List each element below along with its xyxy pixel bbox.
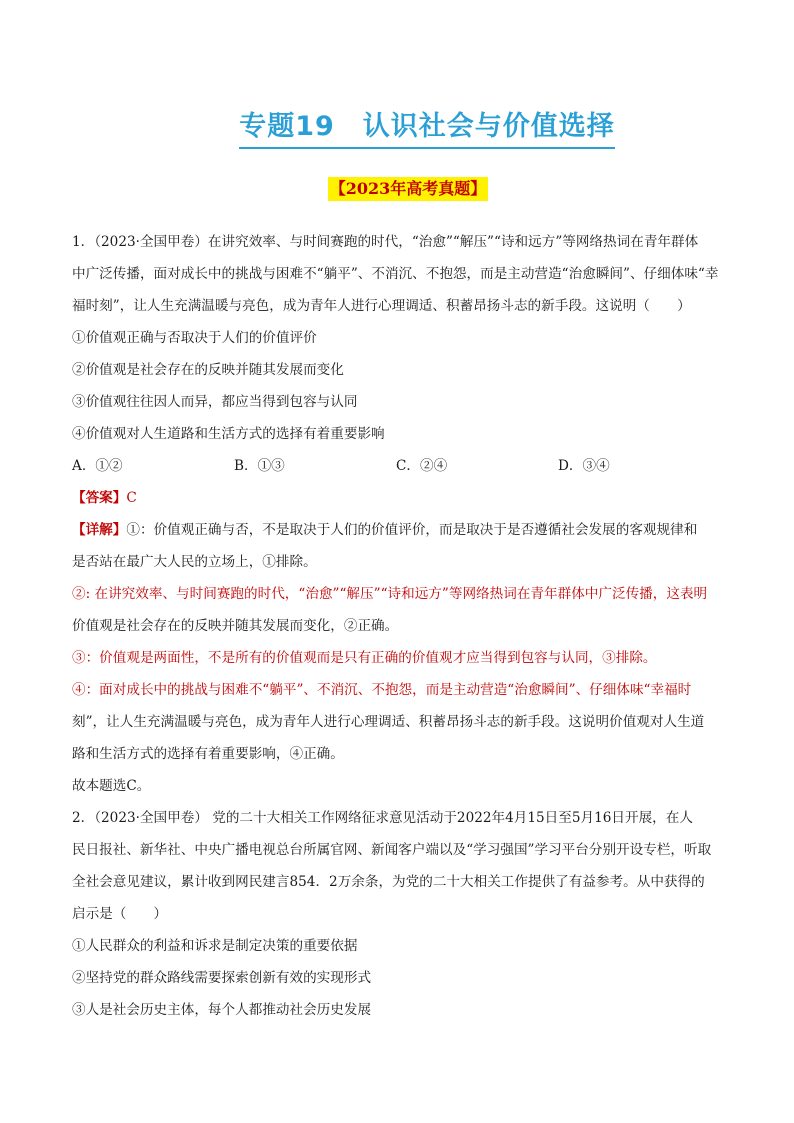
q2-stem-line: 民日报社、新华社、中央广播电视总台所属官网、新闻客户端以及“学习强国”学习平台分别开设专栏，听取 xyxy=(72,842,712,858)
q1-stem-line: 1．（2023·全国甲卷）在讲究效率、与时间赛跑的时代，“治愈”“解压”“诗和远方”等网络热词在青年群体 xyxy=(72,234,699,250)
answer-label: 【答案】 xyxy=(72,490,127,506)
q2-statement: ③人是社会历史主体，每个人都推动社会历史发展 xyxy=(72,1002,372,1018)
content xyxy=(72,226,724,1026)
q1-statement: ②价值观是社会存在的反映并随其发展而变化 xyxy=(72,362,344,378)
q1-analysis-line: 路和生活方式的选择有着重要影响，④正确。 xyxy=(72,746,344,762)
q1-answer xyxy=(72,482,724,514)
detail-text: ①：价值观正确与否，不是取决于人们的价值评价，而是取决于是否遵循社会发展的客观规律和 xyxy=(126,522,698,538)
detail-label: 【详解】 xyxy=(72,522,127,538)
answer-value: C xyxy=(126,490,137,506)
q1-detail-line: 是否站在最广大人民的立场上，①排除。 xyxy=(72,554,317,570)
section-tag-block xyxy=(0,177,794,201)
q1-stem-line: 福时刻”，让人生充满温暖与亮色，成为青年人进行心理调适、积蓄昂扬斗志的新手段。这说明（ ） xyxy=(72,298,691,314)
q1-option-b: B．①③ xyxy=(234,458,285,474)
q1-analysis-line: ④：面对成长中的挑战与困难不“躺平”、不消沉、不抱怨，而是主动营造“治愈瞬间”、仔细体味“幸福时 xyxy=(72,682,692,698)
q1-option-d: D．③④ xyxy=(558,458,610,474)
q1-statement: ③价值观往往因人而异，都应当得到包容与认同 xyxy=(72,394,358,410)
q2-stem-line: 2．（2023·全国甲卷） 党的二十大相关工作网络征求意见活动于2022年4月15日至5月16日开展，在人 xyxy=(72,810,693,826)
q1-stem-line: 中广泛传播，面对成长中的挑战与困难不“躺平”、不消沉、不抱怨，而是主动营造“治愈瞬间”、仔细体味“幸 xyxy=(72,266,719,282)
q2-statement: ①人民群众的利益和诉求是制定决策的重要依据 xyxy=(72,938,358,954)
q2-statement: ②坚持党的群众路线需要探索创新有效的实现形式 xyxy=(72,970,372,986)
q1-analysis-line: 刻”，让人生充满温暖与亮色，成为青年人进行心理调适、积蓄昂扬斗志的新手段。这说明价值观对人生道 xyxy=(72,714,705,730)
q1-analysis-line: ③：价值观是两面性，不是所有的价值观而是只有正确的价值观才应当得到包容与认同，③排除。 xyxy=(72,650,657,666)
q1-option-c: C．②④ xyxy=(396,458,448,474)
q1-statement: ④价值观对人生道路和生活方式的选择有着重要影响 xyxy=(72,426,385,442)
q1-statement: ①价值观正确与否取决于人们的价值评价 xyxy=(72,330,317,346)
q2-stem-line: 全社会意见建议，累计收到网民建言854．2万余条，为党的二十大相关工作提供了有益参考。从中获得的 xyxy=(72,874,705,890)
q1-detail-line xyxy=(72,514,724,546)
q2-stem-line: 启示是（ ） xyxy=(72,906,168,922)
q1-options xyxy=(72,450,724,482)
title-block xyxy=(0,110,794,149)
section-tag: 【2023年高考真题】 xyxy=(328,177,489,201)
q1-conclusion: 故本题选C。 xyxy=(72,778,151,794)
q1-option-a: A．①② xyxy=(72,458,123,474)
q1-analysis-line: ②: 在讲究效率、与时间赛跑的时代，“治愈”“解压”“诗和远方”等网络热词在青年群体中广泛传播，这表明 xyxy=(72,586,708,602)
q1-analysis-line: 价值观是社会存在的反映并随其发展而变化，②正确。 xyxy=(72,618,399,634)
page-title: 专题19 认识社会与价值选择 xyxy=(239,110,615,149)
